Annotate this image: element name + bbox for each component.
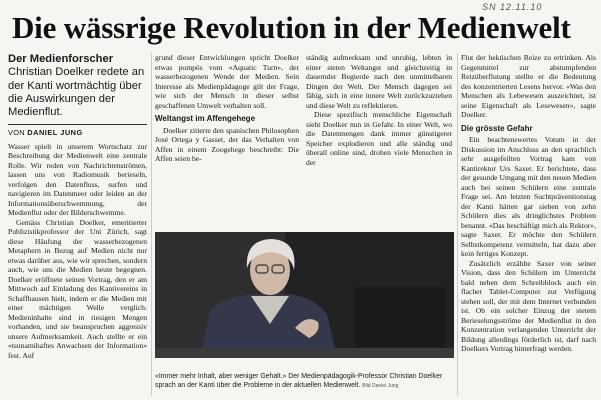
body-paragraph: Gemäss Christian Doelker, emeritierter Publizistikprofessor der Uni Zürich, sagt diese Häufung der wasserbezogenen Metaphern in Bezug auf Medien nicht nur etwas darüber aus, wie wir sprechen, sondern auch, wie uns die Medien heute begegnen. Doelker eröffnete seinen Vortrag, den er am Mittwoch auf Einladung des Kantivereins in Schaffhausen hielt, indem er die Medien mit einer mächtigen Welle verglich: Medieninhalte sind in riesigen Mengen vorhanden, und sie beanspruchen aggressiv unsere Aufmerksamkeit. Auch stellte er ein «tsunamihaftes Anwachsen der Information» fest. Auf <box>8 217 147 360</box>
body-paragraph: Zusätzlich erzählte Saxer von seiner Vision, dass den Schülern im Unterricht bald neben dem Schreibblock auch ein flacher Tablet-Computer zur Verfügung stehen soll, der mit dem Internet verbunden ist. Ob ein solcher Einzug der stetem Berieselungsströme der Medienflut in den Konzentration verlangenden Unterricht der Bildung allerdings förderlich ist, darf nach Doelkers Vortrag hinterfragt werden. <box>461 258 596 353</box>
column-4 <box>461 53 596 354</box>
byline-author: DANIEL JUNG <box>27 128 83 138</box>
laptop <box>355 287 445 347</box>
body-paragraph: Ein beachtenswertes Votum in der Diskussion im Anschluss an den sprachlich sehr ausgefeilten Vortrag kam von Kantirektor Urs Saxer. Er berichtete, dass der gesunde Umgang mit den neuen Medien auch bei seinen Schülern eine zentrale Frage sei. Am letzten Suchtpräventionstag der Kanti hätten gar sieben von zehn Schülern dies als dringlichstes Problem benannt. «Das beschäftigt mich als Rektor», sagte Saxer. Er möchte den Schülern Selbstkompetenz vermitteln, hat dazu aber kein fertiges Konzept. <box>461 135 596 258</box>
byline-prefix: VON <box>8 128 28 138</box>
subheading: Die grösste Gefahr <box>461 123 533 133</box>
column-rule <box>457 53 458 396</box>
body-paragraph: Wasser spielt in unserem Wortschatz zur Beschreibung der Medienwelt eine zentrale Rolle. Wir reden von Nachrichtenströmen, lassen uns von Radiomusik berieseln, verfolgen den Datenfluss, surfen und navigieren im Datenmeer oder leiden an der Informationsüberschwemmung, der Medienflut oder der Bilderschwemme. <box>8 141 147 218</box>
photo-credit: Bild Daniel Jung <box>362 382 399 389</box>
headline: Die wässrige Revolution in der Medienwelt <box>12 10 571 45</box>
body-paragraph: ständig aufmerksam und unruhig, lebten in einer steten Weltangst und gleichzeitig in dauernder Begierde nach den unmittelbaren Dingen der Welt. Der Mensch dagegen sei fähig, sich in eine innere Welt zurückzuziehen und diese Welt zu reflektieren. <box>306 53 452 110</box>
lead-paragraph <box>8 53 147 119</box>
subheading: Weltangst im Affengehege <box>155 114 256 123</box>
body-paragraph: Flut der hektischen Reize zu ertrinken. Als Gegenmittel zur abstumpfenden Reizüberflutung stellte er die Bedeutung des konzentrierten Lesens hervor. «Was den Menschen als Lebewesen auszeichnet, ist seine Eigenschaft als Lesewesen», sagte Doelker. <box>461 53 596 119</box>
portrait-photo <box>155 232 454 358</box>
column-lead <box>8 53 147 360</box>
lead-text: Christian Doelker redete an der Kanti wortmächtig über die Auswirkungen der Medienflut. <box>8 66 145 119</box>
column-2 <box>155 53 299 164</box>
desk <box>155 348 454 358</box>
body-paragraph: Doelker zitierte den spanischen Philosophen José Ortega y Gasset, der das Verhalten von Affen in einem Zoogehege beschreibt: Die Affen seien be- <box>155 125 299 163</box>
body-paragraph: Diese spezifisch menschliche Eigenschaft sieht Doelker nun in Gefahr. In einer Welt, wo die Datenmengen dank immer günstigerer Speicher explodieren und alle ständig und überall online sind, drohen viele Menschen in der <box>306 110 452 167</box>
byline <box>8 124 147 138</box>
body-paragraph: grund dieser Entwicklungen spricht Doelker etwas pompös vom «Aquatic Turn», der wasserbezogenen Wende der Medien. Sein Interesse als Medienpädagoge gilt der Frage, wie sich der Mensch in dieser selbst geschaffenen Umwelt verhalten soll. <box>155 53 299 110</box>
portrait-photo-icon <box>155 232 454 358</box>
column-rule <box>151 53 152 396</box>
lead-kicker: Der Medienforscher <box>8 53 114 65</box>
date-stamp: SN 12.11.10 <box>482 2 543 12</box>
caption-text: «Immer mehr Inhalt, aber weniger Gehalt.» Der Medienpädagogik-Professor Christian Doelker sprach an der Kanti über die Probleme in der aktuellen Medienwelt. <box>155 373 443 389</box>
photo-caption <box>155 373 454 391</box>
column-3 <box>306 53 452 167</box>
